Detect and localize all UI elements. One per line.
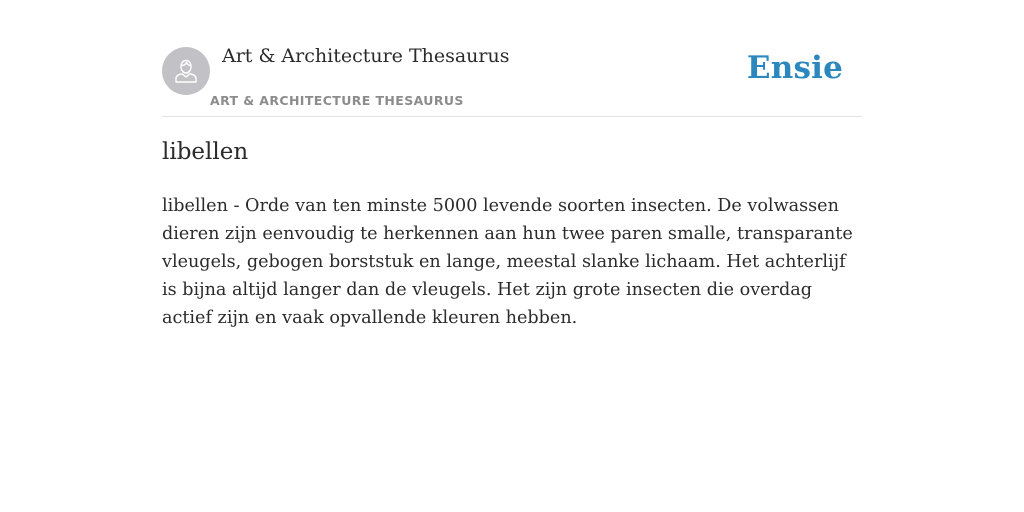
avatar[interactable] [162,47,210,95]
page-title: libellen [162,139,249,165]
user-icon [171,56,201,86]
source-label: ART & ARCHITECTURE THESAURUS [210,93,464,108]
definition-text: libellen - Orde van ten minste 5000 levende soorten insecten. De volwassen dieren zijn eenvoudig te herkennen aan hun twee paren smalle, transparante vleugels, gebogen borststuk en lange, meestal slanke lichaam. Het achterlijf is bijna altijd langer dan de vleugels. Het zijn grote insecten die overdag actief zijn en vaak opvallende kleuren hebben. [162,196,853,328]
brand-logo[interactable]: Ensie [746,50,843,86]
page-header [162,0,862,117]
author-name[interactable]: Art & Architecture Thesaurus [222,45,510,67]
